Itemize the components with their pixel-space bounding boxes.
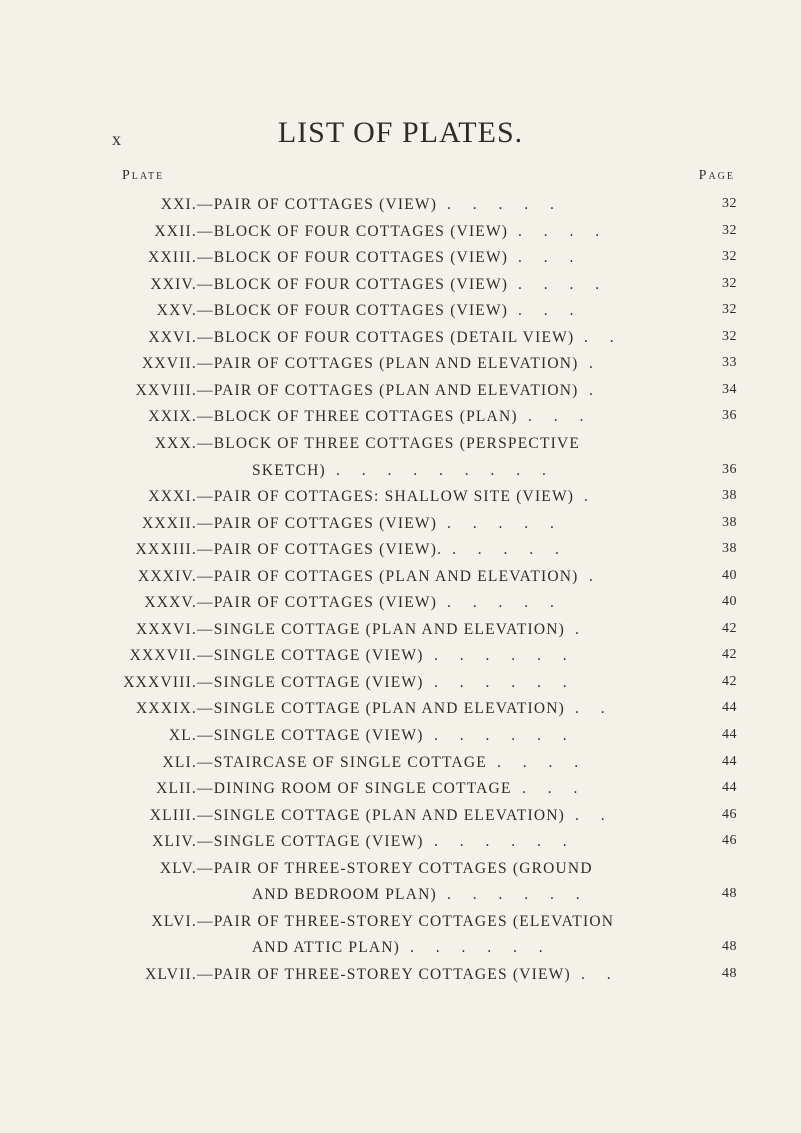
- plate-title: —BLOCK OF FOUR COTTAGES (VIEW): [197, 275, 509, 293]
- page-ref: 32: [722, 328, 737, 344]
- leader-dots: .: [589, 355, 602, 373]
- plate-title: —PAIR OF THREE-STOREY COTTAGES (ELEVATION: [197, 912, 615, 930]
- leader-dots: . . . . .: [447, 514, 563, 532]
- leader-dots: . . .: [522, 780, 587, 798]
- plate-numeral: XXVII.: [142, 355, 197, 373]
- plate-title: AND ATTIC PLAN): [252, 939, 401, 957]
- list-item: [0, 886, 801, 910]
- list-item: [0, 223, 801, 247]
- list-item: [0, 700, 801, 724]
- list-item: [0, 807, 801, 831]
- list-item: [0, 594, 801, 618]
- list-item: [0, 647, 801, 671]
- list-item: [0, 249, 801, 273]
- list-item: [0, 727, 801, 751]
- plate-numeral: XXX.: [154, 434, 197, 452]
- list-item: [0, 462, 801, 486]
- list-item: [0, 302, 801, 326]
- plate-title: —SINGLE COTTAGE (VIEW): [197, 833, 424, 851]
- plate-numeral: XXXVI.: [135, 620, 197, 638]
- plate-numeral: XXVI.: [148, 328, 197, 346]
- leader-dots: . . . .: [518, 275, 609, 293]
- page-ref: 42: [722, 620, 737, 636]
- plate-title: —SINGLE COTTAGE (VIEW): [197, 673, 424, 691]
- plate-title: —PAIR OF COTTAGES (VIEW): [197, 514, 438, 532]
- plate-title: —BLOCK OF FOUR COTTAGES (DETAIL VIEW): [197, 328, 575, 346]
- plate-numeral: XXXV.: [144, 594, 197, 612]
- leader-dots: . . . . .: [447, 196, 563, 213]
- plate-title: —PAIR OF THREE-STOREY COTTAGES (VIEW): [197, 965, 571, 983]
- list-item: [0, 435, 801, 459]
- page-ref: 32: [722, 275, 737, 291]
- page-ref: 38: [722, 541, 737, 557]
- plate-title: —PAIR OF COTTAGES: SHALLOW SITE (VIEW): [197, 488, 575, 506]
- list-item: [0, 674, 801, 698]
- leader-dots: .: [589, 567, 602, 585]
- page-title: LIST OF PLATES.: [277, 116, 524, 149]
- plate-title: —SINGLE COTTAGE (VIEW): [197, 647, 424, 665]
- plate-title: —PAIR OF COTTAGES (VIEW): [197, 196, 438, 213]
- plate-numeral: XXXII.: [142, 514, 197, 532]
- plate-numeral: XLIII.: [149, 806, 197, 824]
- page-ref: 40: [722, 567, 737, 583]
- plate-title: —PAIR OF COTTAGES (PLAN AND ELEVATION): [197, 355, 579, 373]
- list-item: [0, 541, 801, 565]
- page-ref: 48: [722, 965, 737, 981]
- plate-title: —PAIR OF THREE-STOREY COTTAGES (GROUND: [197, 859, 593, 877]
- page-ref: 44: [722, 727, 737, 742]
- page-ref: 36: [722, 408, 737, 424]
- plate-numeral: XLVI.: [151, 912, 197, 930]
- page-ref: 38: [722, 514, 737, 530]
- plate-numeral: XXIV.: [150, 275, 197, 293]
- plate-title: —SINGLE COTTAGE (PLAN AND ELEVATION): [197, 806, 566, 824]
- plate-numeral: XXXIII.: [135, 541, 197, 559]
- leader-dots: . . .: [518, 249, 583, 267]
- plate-numeral: XXIII.: [148, 249, 197, 267]
- plate-title: —PAIR OF COTTAGES (VIEW): [197, 594, 438, 612]
- leader-dots: . . . . . .: [434, 647, 576, 665]
- plate-title: —BLOCK OF FOUR COTTAGES (VIEW): [197, 302, 509, 320]
- page-ref: 32: [722, 302, 737, 318]
- plate-title: —SINGLE COTTAGE (VIEW): [197, 727, 424, 744]
- page-ref: 44: [722, 753, 737, 769]
- list-item: [0, 860, 801, 884]
- page-ref: 46: [722, 833, 737, 849]
- plate-title: —SINGLE COTTAGE (PLAN AND ELEVATION): [197, 700, 566, 718]
- plate-title: —PAIR OF COTTAGES (VIEW).: [197, 541, 443, 559]
- leader-dots: . .: [581, 965, 620, 983]
- list-item: [0, 488, 801, 512]
- plate-numeral: XXXIV.: [137, 567, 197, 585]
- leader-dots: . . . .: [518, 222, 609, 240]
- leader-dots: . . .: [528, 408, 593, 426]
- plate-numeral: XXII.: [154, 222, 197, 240]
- page-number: x: [112, 129, 122, 149]
- plate-title: —BLOCK OF THREE COTTAGES (PERSPECTIVE: [197, 434, 581, 452]
- leader-dots: . . . . .: [452, 541, 568, 559]
- page-ref: 40: [722, 594, 737, 610]
- plate-numeral: XXIX.: [148, 408, 197, 426]
- plate-title: SKETCH): [252, 461, 326, 479]
- page-ref: 36: [722, 461, 737, 477]
- page-ref: 48: [722, 886, 737, 902]
- plate-numeral: XLVII.: [145, 965, 197, 983]
- plate-title: —DINING ROOM OF SINGLE COTTAGE: [197, 780, 512, 798]
- plate-title: —BLOCK OF FOUR COTTAGES (VIEW): [197, 249, 509, 267]
- list-item: [0, 780, 801, 804]
- list-item: [0, 568, 801, 592]
- leader-dots: . .: [584, 328, 623, 346]
- page-ref: 33: [722, 355, 737, 371]
- plate-numeral: XLIV.: [152, 833, 197, 851]
- page-ref: 38: [722, 488, 737, 504]
- leader-dots: .: [584, 488, 597, 506]
- plate-title: —SINGLE COTTAGE (PLAN AND ELEVATION): [197, 620, 566, 638]
- list-item: [0, 754, 801, 778]
- plate-numeral: XXV.: [156, 302, 197, 320]
- list-item: [0, 913, 801, 937]
- list-item: [0, 515, 801, 539]
- leader-dots: . . . . . .: [447, 886, 589, 904]
- list-item: [0, 966, 801, 990]
- plate-numeral: XLV.: [159, 859, 197, 877]
- leader-dots: . . . .: [497, 753, 588, 771]
- column-heading-plate: Plate: [122, 168, 165, 183]
- plate-title: AND BEDROOM PLAN): [252, 886, 437, 904]
- leader-dots: . .: [575, 806, 614, 824]
- column-heading-page: Page: [698, 168, 735, 183]
- list-item: [0, 196, 801, 220]
- list-item: [0, 621, 801, 645]
- page-ref: 42: [722, 673, 737, 689]
- leader-dots: .: [589, 381, 602, 399]
- page-ref: 42: [722, 647, 737, 663]
- list-item: [0, 382, 801, 406]
- page-ref: 48: [722, 939, 737, 955]
- list-item: [0, 355, 801, 379]
- page-ref: 32: [722, 196, 737, 211]
- plate-numeral: XXXIX.: [135, 700, 197, 718]
- list-item: [0, 833, 801, 857]
- page-ref: 44: [722, 780, 737, 796]
- plate-numeral: XLI.: [162, 753, 197, 771]
- plate-numeral: XXXI.: [148, 488, 197, 506]
- list-item: [0, 329, 801, 353]
- list-item: [0, 408, 801, 432]
- plate-title: —BLOCK OF THREE COTTAGES (PLAN): [197, 408, 518, 426]
- plate-title: —PAIR OF COTTAGES (PLAN AND ELEVATION): [197, 381, 579, 399]
- plate-numeral: XXXVIII.: [123, 673, 197, 691]
- page-ref: 44: [722, 700, 737, 716]
- plate-numeral: XXVIII.: [135, 381, 197, 399]
- page-ref: 34: [722, 381, 737, 397]
- leader-dots: . . . . . . . . .: [336, 461, 555, 479]
- leader-dots: . . . . . .: [434, 833, 576, 851]
- leader-dots: . .: [575, 700, 614, 718]
- plate-title: —PAIR OF COTTAGES (PLAN AND ELEVATION): [197, 567, 579, 585]
- plate-title: —BLOCK OF FOUR COTTAGES (VIEW): [197, 222, 509, 240]
- plate-numeral: XXI.: [160, 196, 197, 213]
- leader-dots: . . . . . .: [434, 673, 576, 691]
- leader-dots: . . . . .: [447, 594, 563, 612]
- page-ref: 46: [722, 806, 737, 822]
- list-item: [0, 276, 801, 300]
- plate-title: —STAIRCASE OF SINGLE COTTAGE: [197, 753, 487, 771]
- leader-dots: .: [575, 620, 588, 638]
- plate-numeral: XXXVII.: [129, 647, 197, 665]
- page-ref: 32: [722, 249, 737, 265]
- leader-dots: . . .: [518, 302, 583, 320]
- list-item: [0, 939, 801, 963]
- leader-dots: . . . . . .: [434, 727, 576, 744]
- leader-dots: . . . . . .: [410, 939, 552, 957]
- page-ref: 32: [722, 222, 737, 238]
- plate-numeral: XL.: [168, 727, 197, 744]
- plate-numeral: XLII.: [156, 780, 197, 798]
